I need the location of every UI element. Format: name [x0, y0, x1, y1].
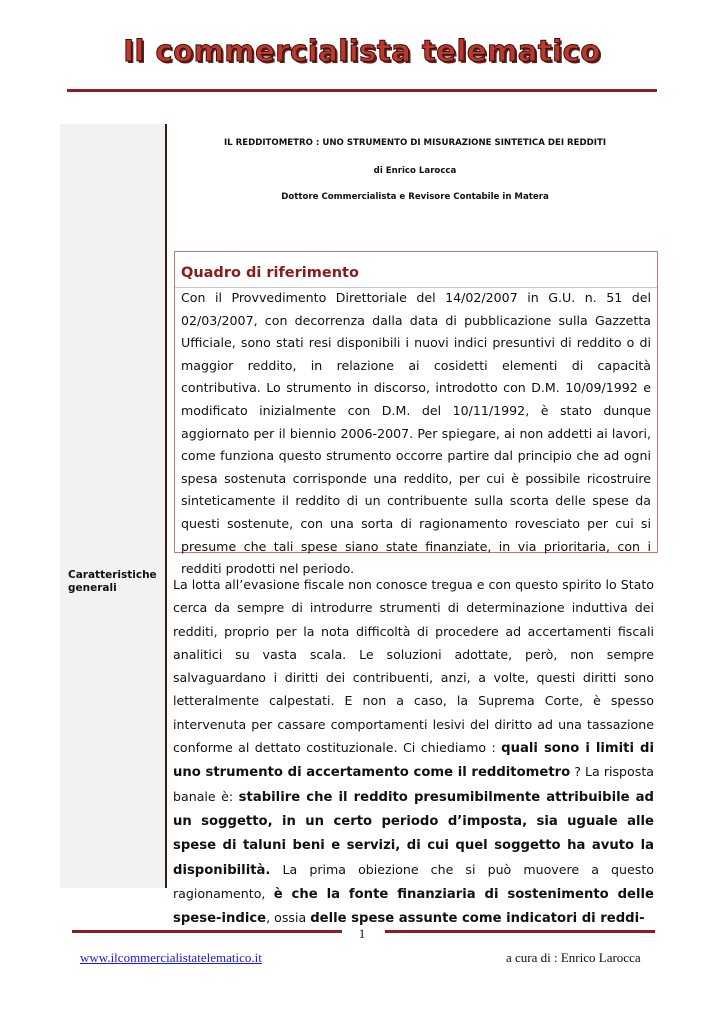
section-body — [173, 573, 654, 930]
left-margin-column — [60, 124, 165, 888]
masthead-divider — [67, 89, 657, 92]
body-text-4: , ossia — [266, 910, 311, 926]
body-bold-4: delle spese assunte come indicatori di reddi- — [310, 911, 645, 927]
body-text-2: ? La risposta banale è: — [173, 764, 654, 804]
author-affiliation: Dottore Commercialista e Revisore Contabile in Matera — [281, 192, 549, 202]
box-header — [175, 252, 657, 288]
body-text-1: La lotta all’evasione fiscale non conosce tregua e con questo spirito lo Stato cerca da sempre di introdurre strumenti di determinazione induttiva dei redditi, proprio per la nota difficoltà di procedere ad accertamenti fiscali analitici su vasta scala. Le soluzioni adottate, però, non sempre salvaguardano i diritti dei contribuenti, anzi, a volte, questi diritti sono letteralmente calpestati. E non a caso, la Suprema Corte, è spesso intervenuta per cassare comportamenti lesivi del diritto ad una tassazione conforme al dettato costituzionale. Ci chiediamo : — [173, 577, 654, 756]
masthead-title: Il commercialista telematico — [123, 34, 601, 68]
section-label: Caratteristiche generali — [68, 569, 157, 594]
article-title: IL REDDITOMETRO : UNO STRUMENTO DI MISURAZIONE SINTETICA DEI REDDITI — [223, 138, 607, 148]
body-text-3: La prima obiezione che si può muovere a questo ragionamento, — [173, 861, 654, 901]
body-bold-1: quali sono i limiti di uno strumento di accertamento come il redditometro — [173, 741, 654, 781]
footer-divider-right — [385, 930, 655, 933]
box-text: Con il Provvedimento Direttoriale del 14/02/2007 in G.U. n. 51 del 02/03/2007, con decorrenza dalla data di pubblicazione sulla Gazzetta Ufficiale, sono stati resi disponibili i nuovi indici presuntivi di reddito o di maggior reddito, in relazione ai cosidetti elementi di capacità contributiva. Lo strumento in discorso, introdotto con D.M. 10/09/1992 e modificato inizialmente con D.M. del 10/11/1992, è stato dunque aggiornato per il biennio 2006-2007. Per spiegare, ai non addetti ai lavori, come funziona questo strumento occorre partire dal principio che ad ogni spesa sostenuta corrisponde una reddito, per cui è possibile ricostruire sinteticamente il reddito di un contribuente sulla scorta delle spese da questi sostenute, con una sorta di ragionamento rovesciato per cui si presume che tali spese siano state finanziate, in via prioritaria, con i redditi prodotti nel periodo. — [181, 290, 651, 577]
body-bold-2: stabilire che il reddito presumibilmente attribuibile ad un soggetto, in un certo periodo d’imposta, sia uguale alle spese di taluni beni e servizi, di cui quel soggetto ha avuto la disponibilità. — [173, 789, 654, 878]
body-bold-3: è che la fonte finanziaria di sostenimento delle spese-indice — [173, 886, 654, 927]
reference-framework-box — [174, 251, 658, 577]
box-title: Quadro di riferimento — [181, 265, 359, 281]
website-link[interactable]: www.ilcommercialistatelematico.it — [80, 950, 262, 965]
article-byline: di Enrico Larocca — [373, 166, 457, 176]
page-number: 1 — [358, 926, 366, 941]
footer-author: a cura di : Enrico Larocca — [506, 950, 641, 965]
column-divider — [165, 124, 167, 888]
